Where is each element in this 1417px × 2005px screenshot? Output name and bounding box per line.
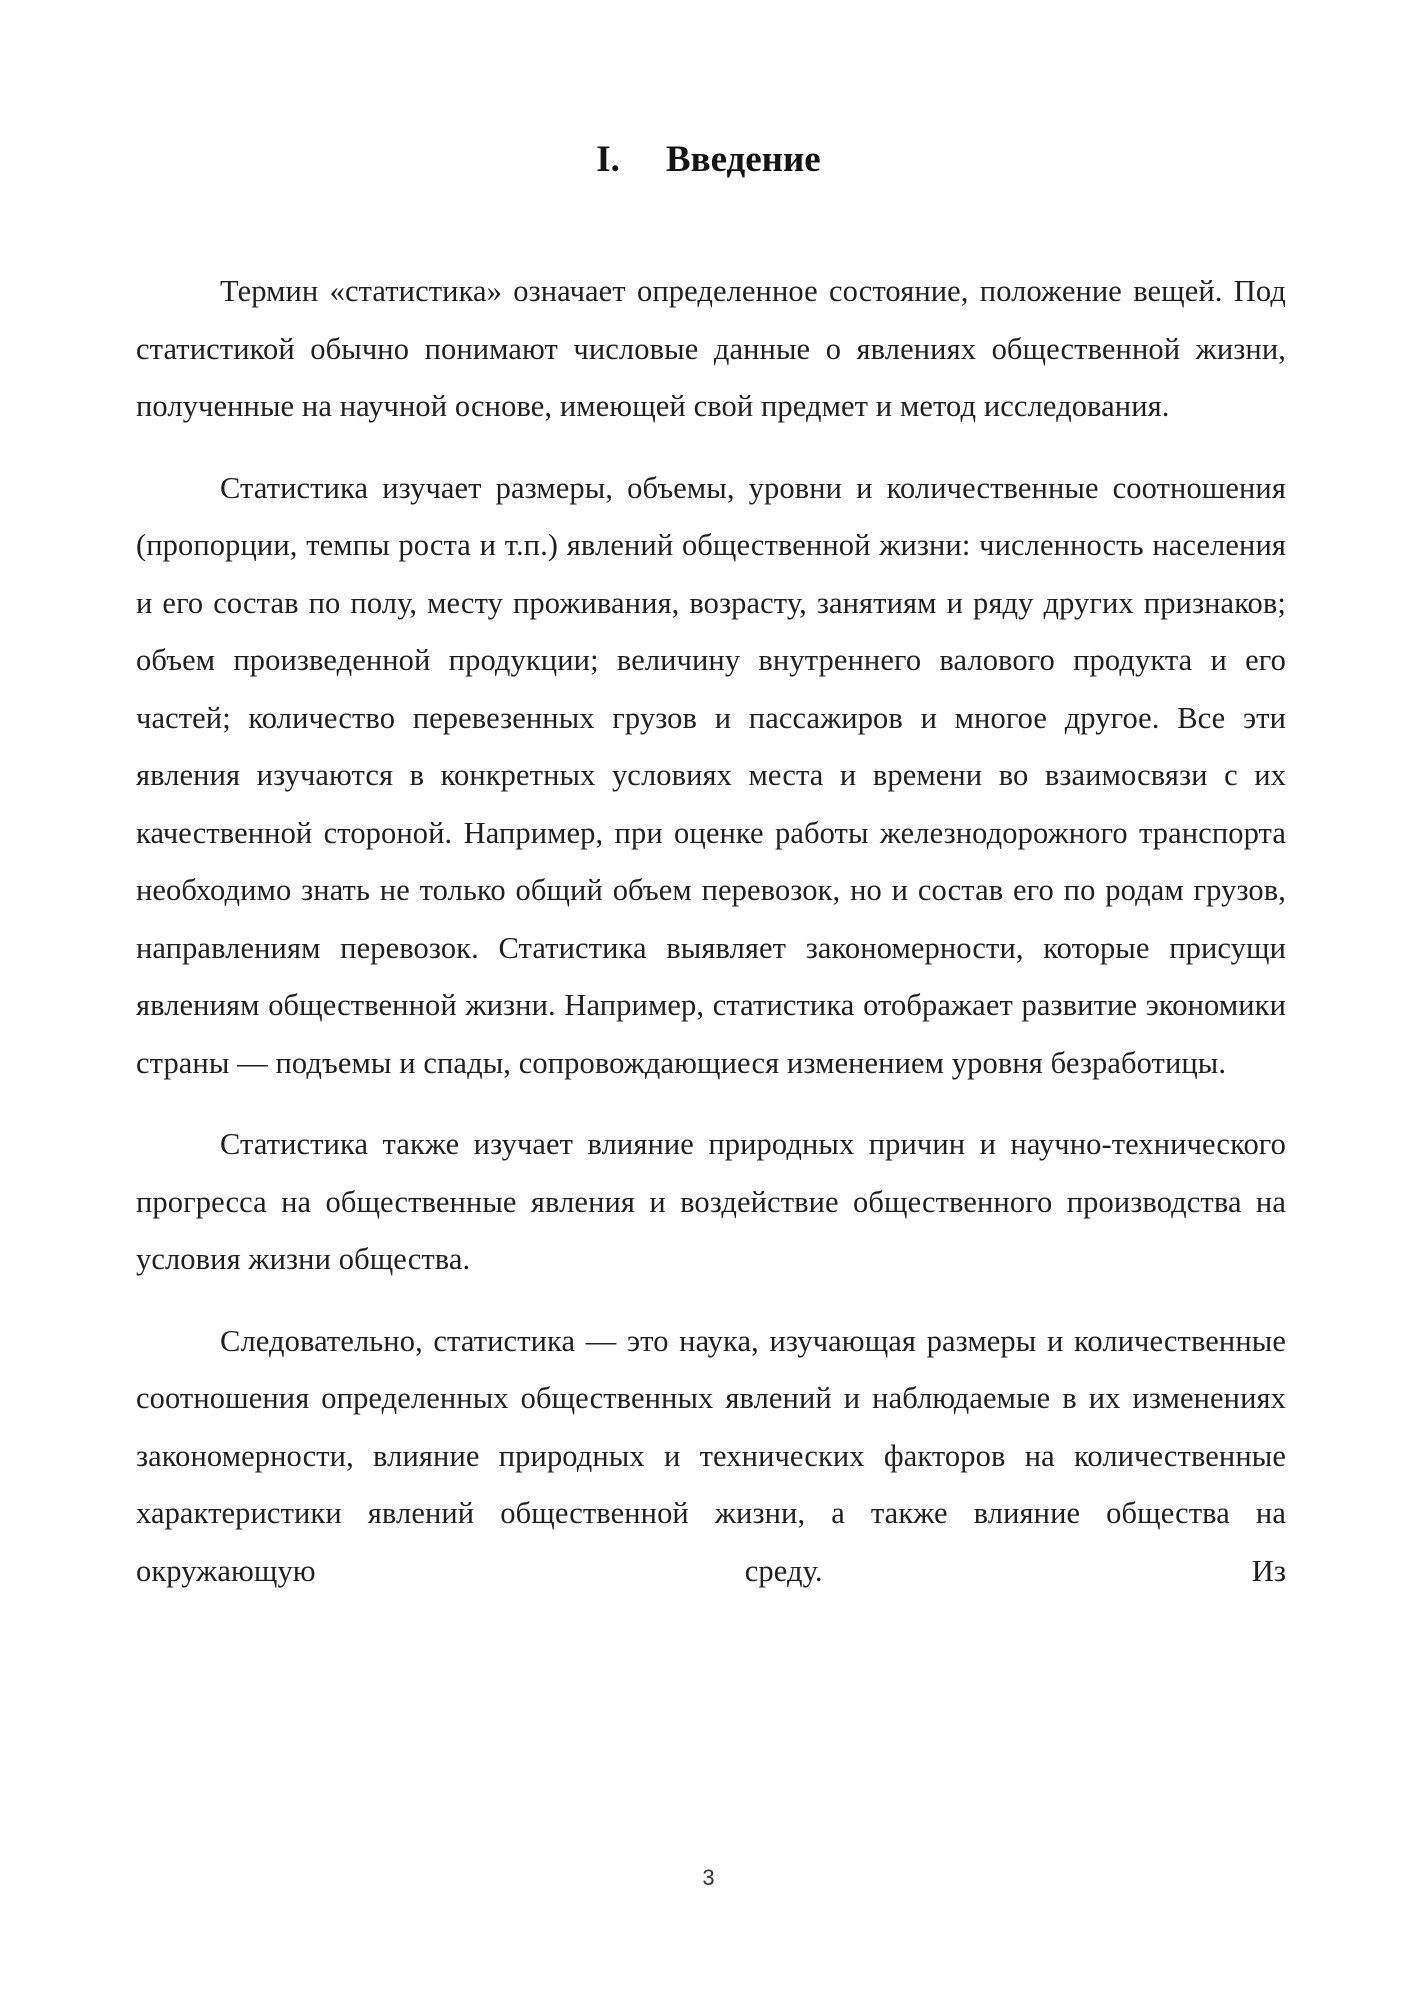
paragraph-4: Следовательно, статистика — это наука, изучающая размеры и количественные соотношения определенных общественных явлений и наблюдаемые в их изменениях закономерности, влияние природных и технических факторов на количественные характеристики явлений общественной жизни, а также влияние общества на окружающую среду. Из (136, 1323, 1286, 1588)
paragraph-1: Термин «статистика» означает определенное состояние, положение вещей. Под статистикой обычно понимают числовые данные о явлениях общественной жизни, полученные на научной основе, имеющей свой предмет и метод исследования. (136, 274, 1286, 423)
section-number: I. (596, 139, 620, 180)
paragraph-2: Статистика изучает размеры, объемы, уровни и количественные соотношения (пропорции, темпы роста и т.п.) явлений общественной жизни: численность населения и его состав по полу, месту проживания, возрасту, занятиям и ряду других признаков; объем произведенной продукции; величину внутреннего валового продукта и его частей; количество перевезенных грузов и пассажиров и многое другое. Все эти явления изучаются в конкретных условиях места и времени во взаимосвязи с их качественной стороной. Например, при оценке работы железнодорожного транспорта необходимо знать не только общий объем перевозок, но и состав его по родам грузов, направлениям перевозок. Статистика выявляет закономерности, которые присущи явлениям общественной жизни. Например, статистика отображает развитие экономики страны — подъемы и спады, сопровождающиеся изменением уровня безработицы. (136, 470, 1286, 1080)
section-title: Введение (665, 139, 821, 180)
body-text (136, 263, 1286, 1600)
page-number: 3 (702, 1865, 715, 1890)
paragraph-3: Статистика также изучает влияние природных причин и научно-технического прогресса на общественные явления и воздействие общественного производства на условия жизни общества. (136, 1127, 1286, 1276)
section-heading (0, 138, 1417, 182)
